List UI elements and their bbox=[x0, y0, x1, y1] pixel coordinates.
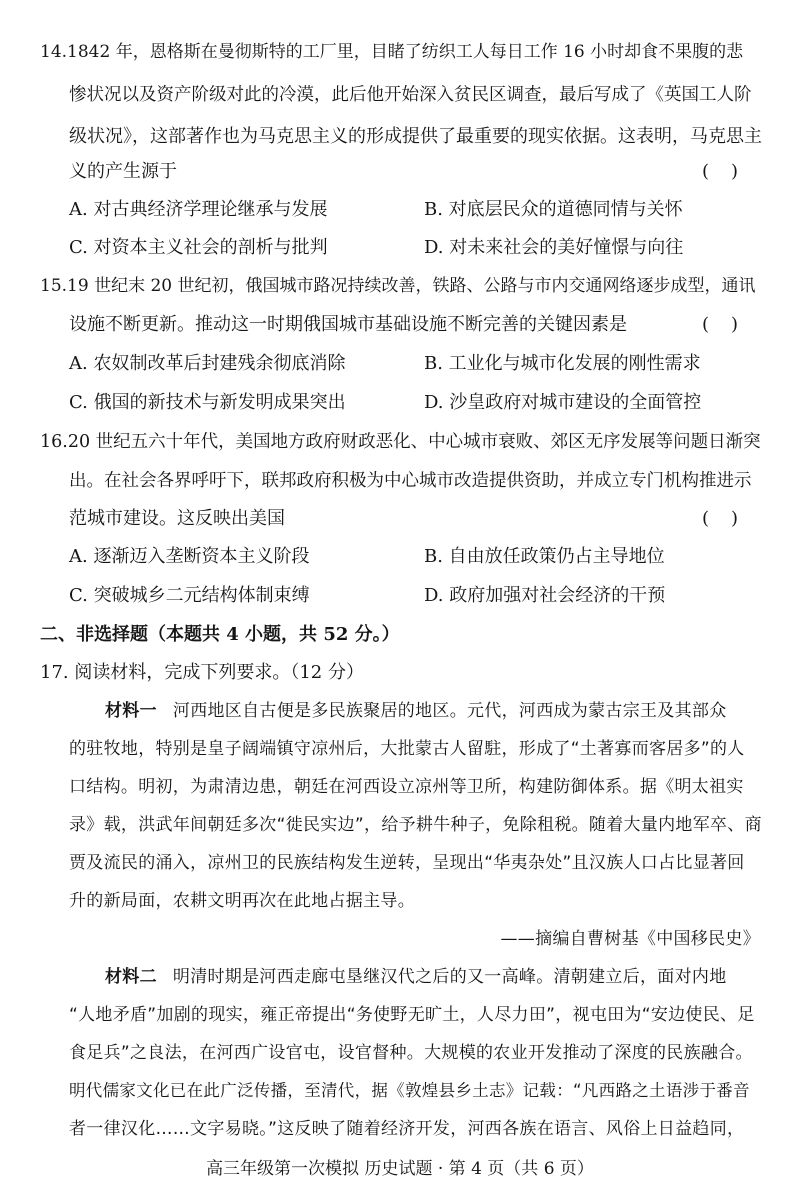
q14-option-d: D. 对未来社会的美好憧憬与向往 bbox=[424, 237, 684, 258]
q14-line-2: 惨状况以及资产阶级对此的冷漠，此后他开始深入贫民区调查，最后写成了《英国工人阶 bbox=[69, 85, 752, 105]
q16-line-1: 16.20 世纪五六十年代，美国地方政府财政恶化、中心城市衰败、郊区无序发展等问题日渐突 bbox=[40, 432, 761, 452]
material-2-line-4: 明代儒家文化已在此广泛传播，至清代，据《敦煌县乡土志》记载：“凡西路之土语涉于番音 bbox=[69, 1081, 750, 1100]
q14-line-3: 级状况》，这部著作也为马克思主义的形成提供了最重要的现实依据。这表明，马克思主 bbox=[69, 126, 762, 147]
material-1-line-3: 口结构。明初，为肃清边患，朝廷在河西设立凉州等卫所，构建防御体系。据《明太祖实 bbox=[69, 777, 744, 797]
q15-option-b: B. 工业化与城市化发展的刚性需求 bbox=[424, 353, 701, 374]
material-1-source: ——摘编自曹树基《中国移民史》 bbox=[500, 929, 760, 949]
q16-line-3: 范城市建设。这反映出美国 bbox=[69, 508, 285, 529]
material-1-line-6: 升的新局面，农耕文明再次在此地占据主导。 bbox=[69, 891, 415, 911]
material-2-line-2: “人地矛盾”加剧的现实，雍正帝提出“务使野无旷土，人尽力田”，视屯田为“安边使民、足 bbox=[69, 1005, 755, 1025]
material-2-line-5: 者一律汉化……文字易晓。”这反映了随着经济开发，河西各族在语言、风俗上日益趋同， bbox=[69, 1119, 745, 1139]
q15-option-a: A. 农奴制改革后封建残余彻底消除 bbox=[69, 353, 346, 374]
q16-option-a: A. 逐渐迈入垄断资本主义阶段 bbox=[69, 546, 310, 567]
material-2-line-3: 食足兵”之良法，在河西广设官屯，设官督种。大规模的农业开发推动了深度的民族融合。 bbox=[69, 1043, 753, 1063]
section-heading: 二、非选择题（本题共 4 小题，共 52 分。） bbox=[40, 624, 400, 645]
material-1-line-5: 贾及流民的涌入，凉州卫的民族结构发生逆转，呈现出“华夷杂处”且汉族人口占比显著回 bbox=[69, 853, 745, 873]
q15-option-c: C. 俄国的新技术与新发明成果突出 bbox=[69, 392, 346, 413]
material-2-first-text: 明清时期是河西走廊屯垦继汉代之后的又一高峰。清朝建立后，面对内地 bbox=[172, 967, 727, 987]
q15-option-d: D. 沙皇政府对城市建设的全面管控 bbox=[424, 392, 702, 413]
q14-option-b: B. 对底层民众的道德同情与关怀 bbox=[424, 199, 683, 220]
q14-option-a: A. 对古典经济学理论继承与发展 bbox=[69, 199, 328, 220]
q15-line-1: 15.19 世纪末 20 世纪初，俄国城市路况持续改善，铁路、公路与市内交通网络逐步成型，通讯 bbox=[40, 276, 756, 296]
q14-option-c: C. 对资本主义社会的剖析与批判 bbox=[69, 237, 328, 258]
q14-line-1: 14.1842 年，恩格斯在曼彻斯特的工厂里，目睹了纺织工人每日工作 16 小时却食不果腹的悲 bbox=[40, 42, 744, 62]
q16-line-2: 出。在社会各界呼吁下，联邦政府积极为中心城市改造提供资助，并成立专门机构推进示 bbox=[69, 471, 752, 491]
q16-option-d: D. 政府加强对社会经济的干预 bbox=[424, 585, 666, 606]
page-footer: 高三年级第一次模拟 历史试题 · 第 4 页（共 6 页） bbox=[206, 1159, 594, 1179]
q14-answer-paren: () bbox=[701, 161, 760, 182]
q16-option-c: C. 突破城乡二元结构体制束缚 bbox=[69, 585, 310, 606]
material-1-label: 材料一 bbox=[105, 701, 157, 721]
material-1-line-4: 录》载，洪武年间朝廷多次“徙民实边”，给予耕牛种子，免除租税。随着大量内地军卒、商 bbox=[69, 815, 762, 835]
q16-option-b: B. 自由放任政策仍占主导地位 bbox=[424, 546, 665, 567]
q14-line-4: 义的产生源于 bbox=[69, 161, 177, 182]
material-2-first-line bbox=[105, 964, 727, 990]
q16-answer-paren: () bbox=[701, 508, 760, 529]
material-1-first-line bbox=[105, 698, 727, 724]
material-2-label: 材料二 bbox=[105, 967, 157, 987]
q15-answer-paren: () bbox=[701, 314, 760, 335]
q15-line-2: 设施不断更新。推动这一时期俄国城市基础设施不断完善的关键因素是 bbox=[69, 314, 627, 335]
material-1-line-2: 的驻牧地，特别是皇子阔端镇守凉州后，大批蒙古人留駐，形成了“土著寡而客居多”的人 bbox=[69, 739, 745, 759]
q17-stem: 17. 阅读材料，完成下列要求。（12 分） bbox=[40, 662, 364, 683]
material-1-first-text: 河西地区自古便是多民族聚居的地区。元代，河西成为蒙古宗王及其部众 bbox=[172, 701, 727, 721]
